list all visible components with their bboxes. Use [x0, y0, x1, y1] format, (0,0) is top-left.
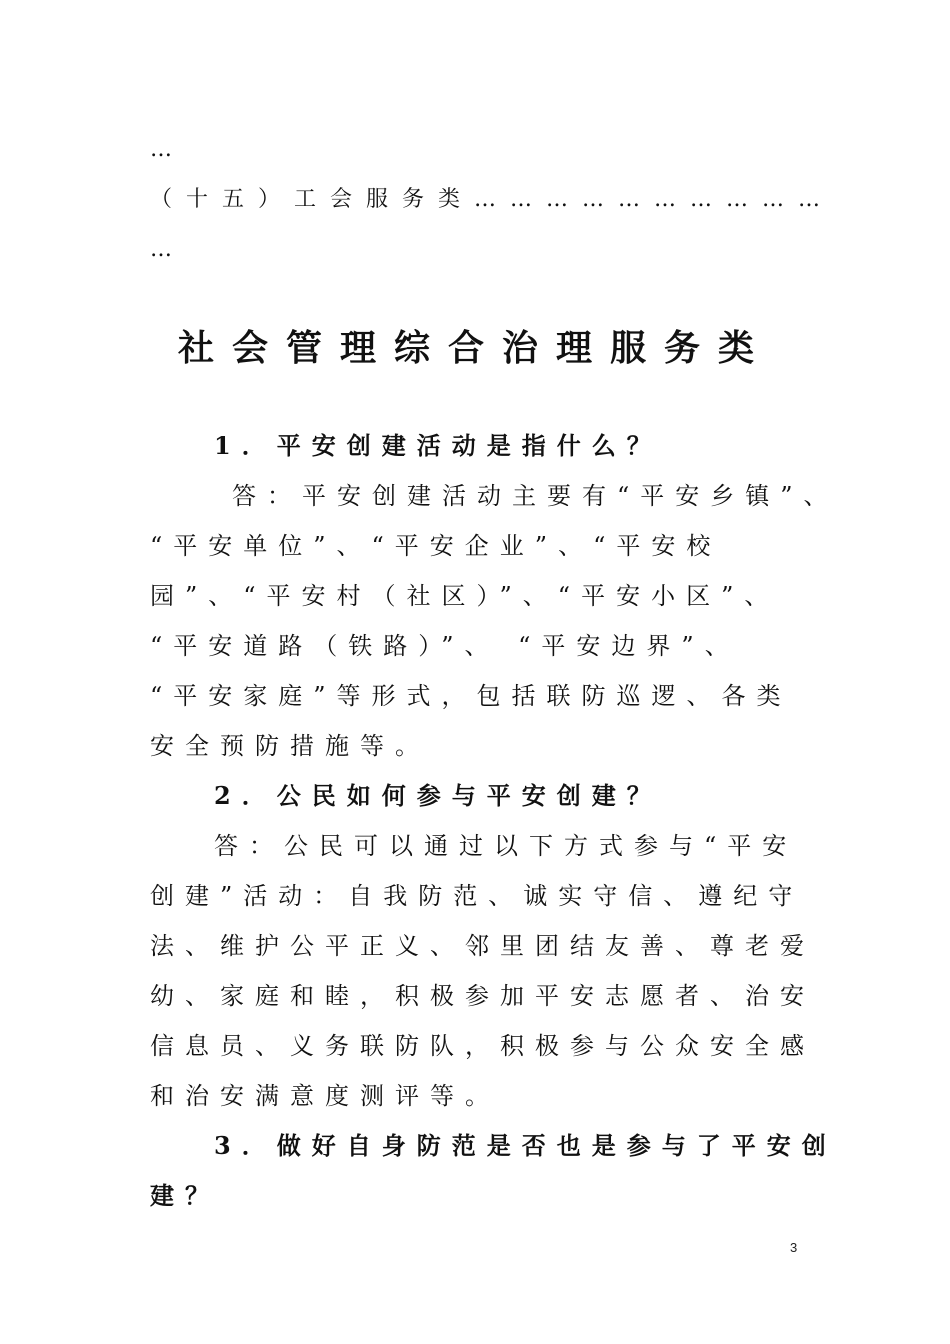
page-number: 3 — [790, 1240, 798, 1255]
answer-1-line-4: “平安道路（铁路）”、 “平安边界”、 — [150, 632, 740, 660]
toc-entry-15[interactable]: （十五）工会服务类………………………… — [150, 187, 835, 212]
answer-2-line-5: 信息员、义务联防队，积极参与公众安全感 — [150, 1032, 815, 1060]
question-3-line-1: 3．做好自身防范是否也是参与了平安创 — [214, 1131, 837, 1160]
question-2: 2．公民如何参与平安创建？ — [214, 781, 662, 810]
toc-dots-line-end: … — [150, 237, 180, 262]
section-title: 社会管理综合治理服务类 — [177, 327, 772, 369]
answer-2-line-2: 创建”活动：自我防范、诚实守信、遵纪守 — [150, 882, 804, 910]
answer-2-line-1: 答：公民可以通过以下方式参与“平安 — [214, 832, 798, 860]
answer-1-line-2: “平安单位”、“平安企业”、“平安校 — [150, 532, 722, 560]
answer-1-line-1: 答：平安创建活动主要有“平安乡镇”、 — [232, 482, 839, 510]
question-3-line-2: 建？ — [150, 1181, 220, 1210]
answer-1-line-3: 园”、“平安村（社区）”、“平安小区”、 — [150, 582, 780, 610]
answer-1-line-5: “平安家庭”等形式，包括联防巡逻、各类 — [150, 682, 792, 710]
answer-2-line-6: 和治安满意度测评等。 — [150, 1082, 500, 1110]
answer-2-line-3: 法、维护公平正义、邻里团结友善、尊老爱 — [150, 932, 815, 960]
question-1: 1．平安创建活动是指什么？ — [214, 431, 662, 460]
toc-dots-line: … — [150, 137, 180, 162]
answer-2-line-4: 幼、家庭和睦，积极参加平安志愿者、治安 — [150, 982, 815, 1010]
answer-1-line-6: 安全预防措施等。 — [150, 732, 430, 760]
